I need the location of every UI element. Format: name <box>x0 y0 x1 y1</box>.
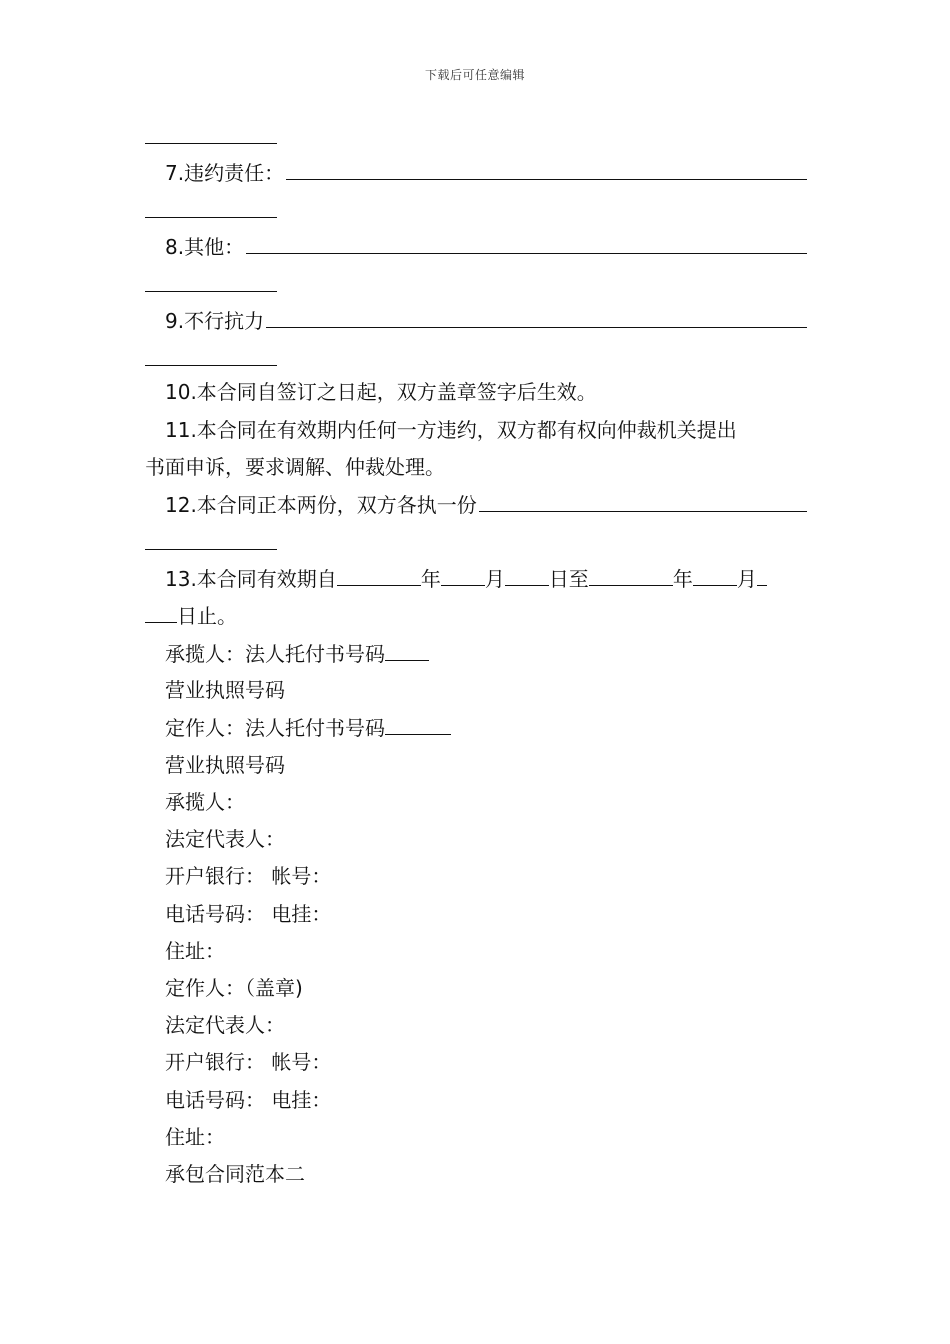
sig-line-1 <box>165 638 429 668</box>
sig-line-8: 电话号码： 电挂： <box>165 902 332 926</box>
clause-12-blank <box>479 489 807 512</box>
sig-blank-1 <box>385 638 429 661</box>
sig-text-3: 定作人：法人托付书号码 <box>165 716 385 740</box>
sig-line-15: 承包合同范本二 <box>165 1162 305 1186</box>
blank-rule <box>145 143 277 144</box>
day-to-label: 日至 <box>548 567 589 591</box>
end-year-label: 年 <box>672 567 693 591</box>
sig-line-11: 法定代表人： <box>165 1013 285 1037</box>
end-month-blank <box>693 563 737 586</box>
blank-rule <box>145 549 277 550</box>
clause-9 <box>165 305 807 335</box>
clause-12-text: 12.本合同正本两份，双方各执一份 <box>165 493 477 517</box>
clause-8-text: 8.其他： <box>165 235 245 259</box>
blank-rule <box>145 217 277 218</box>
clause-7 <box>165 157 807 187</box>
clause-8 <box>165 231 807 261</box>
clause-12 <box>165 489 807 519</box>
start-year-blank <box>337 563 421 586</box>
start-month-label: 月 <box>484 567 505 591</box>
clause-13-end: 日止。 <box>177 604 237 628</box>
start-day-blank <box>505 563 549 586</box>
end-day-blank-part1 <box>757 563 767 586</box>
blank-rule <box>145 365 277 366</box>
clause-11-line1: 11.本合同在有效期内任何一方违约，双方都有权向仲裁机关提出 <box>165 418 737 442</box>
sig-line-10: 定作人：（盖章) <box>165 976 303 1000</box>
blank-rule <box>145 291 277 292</box>
sig-line-4: 营业执照号码 <box>165 753 285 777</box>
sig-line-7: 开户银行： 帐号： <box>165 864 332 888</box>
start-year-label: 年 <box>420 567 441 591</box>
sig-line-13: 电话号码： 电挂： <box>165 1088 332 1112</box>
sig-line-6: 法定代表人： <box>165 827 285 851</box>
start-month-blank <box>441 563 485 586</box>
clause-13-cont <box>145 600 237 630</box>
end-day-blank-part2 <box>145 600 177 623</box>
end-month-label: 月 <box>736 567 757 591</box>
sig-line-14: 住址： <box>165 1125 225 1149</box>
clause-7-blank <box>286 157 807 180</box>
sig-line-12: 开户银行： 帐号： <box>165 1050 332 1074</box>
clause-13 <box>165 563 767 593</box>
clause-9-text: 9.不行抗力 <box>165 309 265 333</box>
clause-8-blank <box>246 231 807 254</box>
sig-line-9: 住址： <box>165 939 225 963</box>
clause-9-blank <box>266 305 807 328</box>
sig-line-5: 承揽人： <box>165 790 245 814</box>
sig-line-2: 营业执照号码 <box>165 678 285 702</box>
clause-10: 10.本合同自签订之日起，双方盖章签字后生效。 <box>165 380 597 404</box>
page-header: 下载后可任意编辑 <box>424 68 525 82</box>
sig-line-3 <box>165 712 451 742</box>
sig-text-1: 承揽人：法人托付书号码 <box>165 642 385 666</box>
clause-13-start: 13.本合同有效期自 <box>165 567 337 591</box>
clause-7-text: 7.违约责任： <box>165 161 285 185</box>
clause-11-line2: 书面申诉，要求调解、仲裁处理。 <box>145 455 445 479</box>
end-year-blank <box>589 563 673 586</box>
sig-blank-3 <box>385 712 451 735</box>
